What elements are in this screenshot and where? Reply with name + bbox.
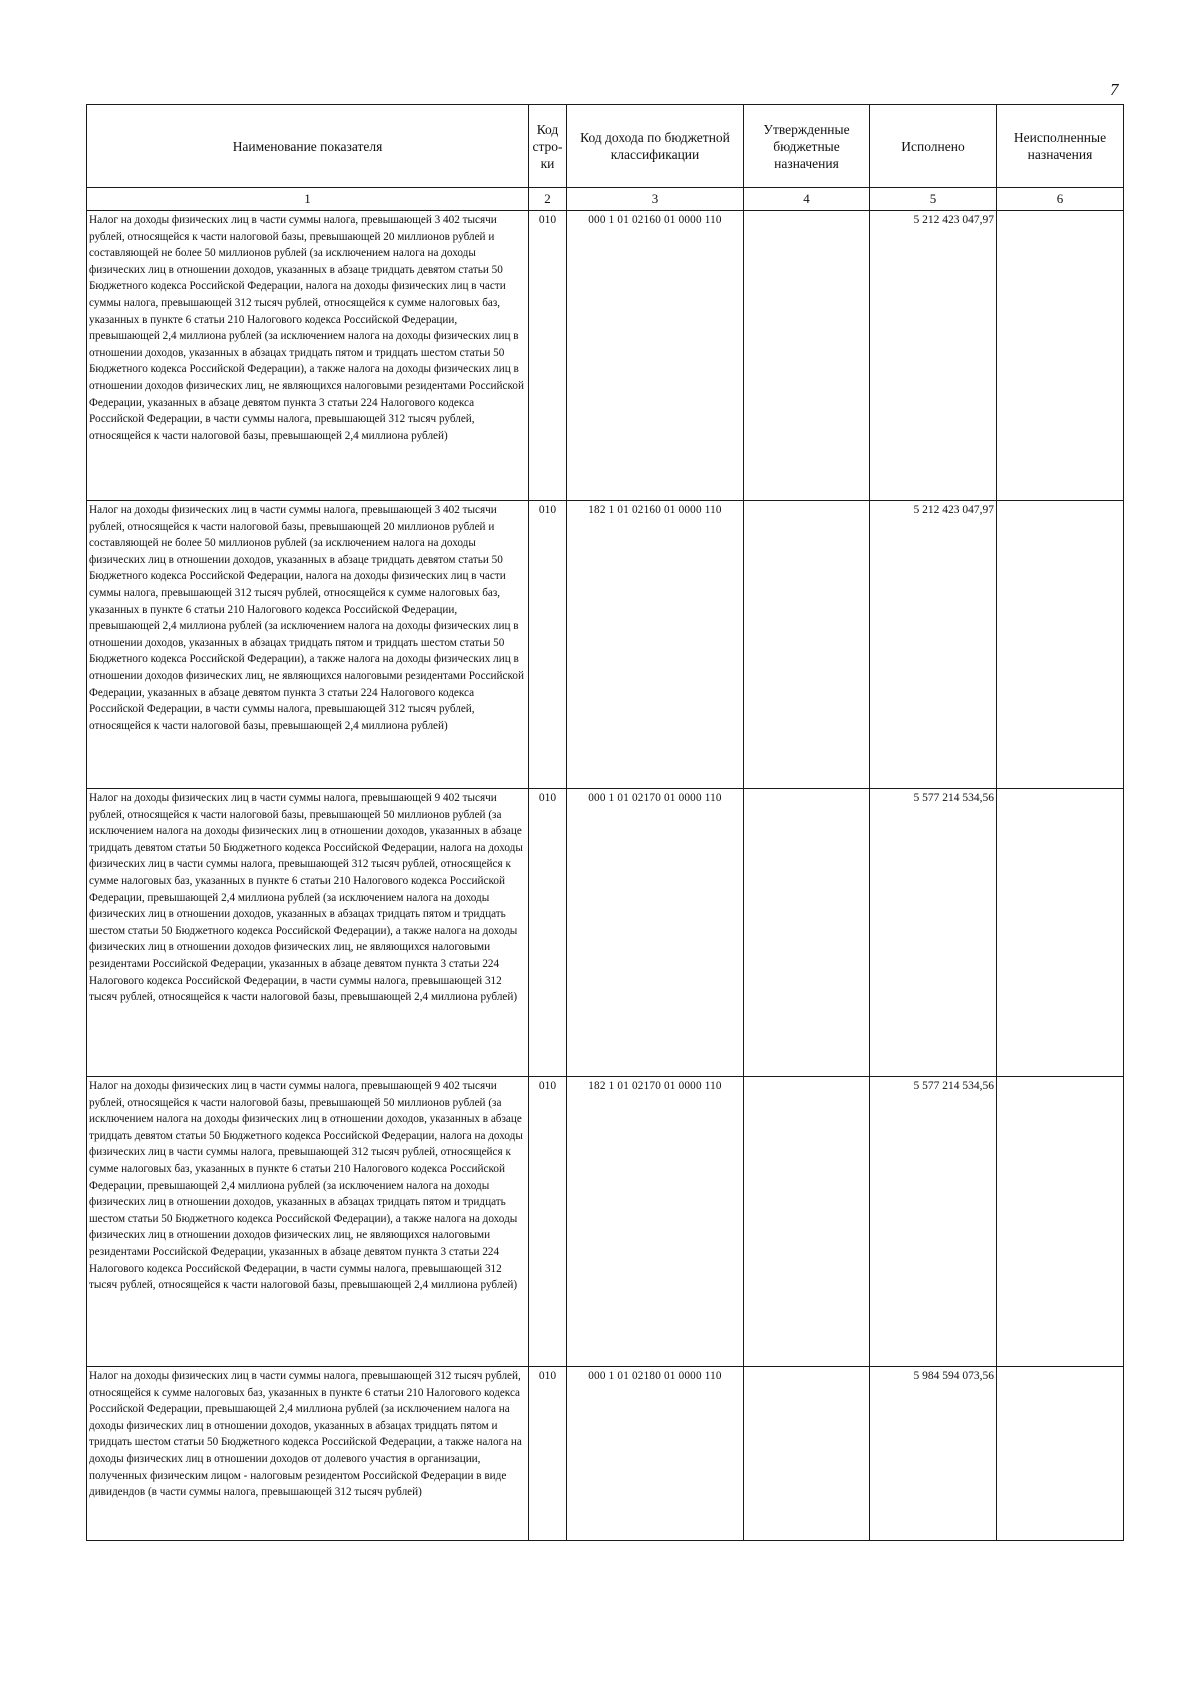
unexecuted-amount bbox=[997, 501, 1124, 789]
page-number: 7 bbox=[1110, 80, 1119, 99]
header-income-code: Код дохода по бюджетной классификации bbox=[567, 105, 744, 188]
column-number: 5 bbox=[870, 188, 997, 211]
header-line-code bbox=[529, 105, 567, 188]
unexecuted-amount bbox=[997, 789, 1124, 1077]
executed-amount: 5 212 423 047,97 bbox=[870, 211, 997, 501]
income-class-code: 000 1 01 02180 01 0000 110 bbox=[567, 1367, 744, 1541]
indicator-name: Налог на доходы физических лиц в части суммы налога, превышающей 312 тысяч рублей, относящейся к сумме налоговых баз, указанных в пункте 6 статьи 210 Налогового кодекса Российской Федерации, превышающей 2,4 миллиона рублей (за исключением налога на доходы физических лиц в отношении доходов, указанных в абзацах тридцать пятом и тридцать шестом статьи 50 Бюджетного кодекса Российской Федерации, а также налога на доходы физических лиц в отношении доходов от долевого участия в организации, полученных физическим лицом - налоговым резидентом Российской Федерации в виде дивидендов (в части суммы налога, превышающей 312 тысяч рублей) bbox=[87, 1367, 529, 1541]
column-number-row bbox=[87, 188, 1124, 211]
line-code: 010 bbox=[529, 1077, 567, 1367]
line-code: 010 bbox=[529, 1367, 567, 1541]
indicator-name: Налог на доходы физических лиц в части суммы налога, превышающей 9 402 тысячи рублей, относящейся к части налоговой базы, превышающей 50 миллионов рублей (за исключением налога на доходы физических лиц в отношении доходов, указанных в абзаце тридцать девятом статьи 50 Бюджетного кодекса Российской Федерации, налога на доходы физических лиц в части суммы налога, превышающей 312 тысяч рублей, относящейся к сумме налоговых баз, указанных в пункте 6 статьи 210 Налогового кодекса Российской Федерации, превышающей 2,4 миллиона рублей (за исключением налога на доходы физических лиц в отношении доходов, указанных в абзацах тридцать пятом и тридцать шестом статьи 50 Бюджетного кодекса Российской Федерации), а также налога на доходы физических лиц в отношении доходов физических лиц, не являющихся налоговыми резидентами Российской Федерации, указанных в абзаце девятом пункта 3 статьи 224 Налогового кодекса Российской Федерации, в части суммы налога, превышающей 312 тысяч рублей, относящейся к части налоговой базы, превышающей 2,4 миллиона рублей) bbox=[87, 1077, 529, 1367]
executed-amount: 5 577 214 534,56 bbox=[870, 789, 997, 1077]
budget-execution-table bbox=[86, 104, 1124, 1541]
column-number: 6 bbox=[997, 188, 1124, 211]
approved-amount bbox=[744, 789, 870, 1077]
approved-amount bbox=[744, 1367, 870, 1541]
column-number: 2 bbox=[529, 188, 567, 211]
income-class-code: 182 1 01 02170 01 0000 110 bbox=[567, 1077, 744, 1367]
header-unexecuted: Неисполненные назначения bbox=[997, 105, 1124, 188]
line-code: 010 bbox=[529, 789, 567, 1077]
line-code: 010 bbox=[529, 501, 567, 789]
table-header-row bbox=[87, 105, 1124, 188]
header-approved: Утвержденные бюджетные назначения bbox=[744, 105, 870, 188]
table-row bbox=[87, 1367, 1124, 1541]
column-number: 3 bbox=[567, 188, 744, 211]
line-code: 010 bbox=[529, 211, 567, 501]
indicator-name: Налог на доходы физических лиц в части суммы налога, превышающей 3 402 тысячи рублей, относящейся к части налоговой базы, превышающей 20 миллионов рублей и составляющей не более 50 миллионов рублей (за исключением налога на доходы физических лиц в отношении доходов, указанных в абзаце тридцать девятом статьи 50 Бюджетного кодекса Российской Федерации, налога на доходы физических лиц в части суммы налога, превышающей 312 тысяч рублей, относящейся к сумме налоговых баз, указанных в пункте 6 статьи 210 Налогового кодекса Российской Федерации, превышающей 2,4 миллиона рублей (за исключением налога на доходы физических лиц в отношении доходов, указанных в абзацах тридцать пятом и тридцать шестом статьи 50 Бюджетного кодекса Российской Федерации), а также налога на доходы физических лиц в отношении доходов физических лиц, не являющихся налоговыми резидентами Российской Федерации, указанных в абзаце девятом пункта 3 статьи 224 Налогового кодекса Российской Федерации, в части суммы налога, превышающей 312 тысяч рублей, относящейся к части налоговой базы, превышающей 2,4 миллиона рублей) bbox=[87, 211, 529, 501]
table-row bbox=[87, 211, 1124, 501]
income-class-code: 182 1 01 02160 01 0000 110 bbox=[567, 501, 744, 789]
approved-amount bbox=[744, 211, 870, 501]
executed-amount: 5 984 594 073,56 bbox=[870, 1367, 997, 1541]
indicator-name: Налог на доходы физических лиц в части суммы налога, превышающей 3 402 тысячи рублей, относящейся к части налоговой базы, превышающей 20 миллионов рублей и составляющей не более 50 миллионов рублей (за исключением налога на доходы физических лиц в отношении доходов, указанных в абзаце тридцать девятом статьи 50 Бюджетного кодекса Российской Федерации, налога на доходы физических лиц в части суммы налога, превышающей 312 тысяч рублей, относящейся к сумме налоговых баз, указанных в пункте 6 статьи 210 Налогового кодекса Российской Федерации, превышающей 2,4 миллиона рублей (за исключением налога на доходы физических лиц в отношении доходов, указанных в абзацах тридцать пятом и тридцать шестом статьи 50 Бюджетного кодекса Российской Федерации), а также налога на доходы физических лиц в отношении доходов физических лиц, не являющихся налоговыми резидентами Российской Федерации, указанных в абзаце девятом пункта 3 статьи 224 Налогового кодекса Российской Федерации, в части суммы налога, превышающей 312 тысяч рублей, относящейся к части налоговой базы, превышающей 2,4 миллиона рублей) bbox=[87, 501, 529, 789]
unexecuted-amount bbox=[997, 1367, 1124, 1541]
table-row bbox=[87, 501, 1124, 789]
income-class-code: 000 1 01 02160 01 0000 110 bbox=[567, 211, 744, 501]
header-line-code-text: Код стро- ки bbox=[532, 121, 563, 171]
table-row bbox=[87, 1077, 1124, 1367]
executed-amount: 5 212 423 047,97 bbox=[870, 501, 997, 789]
indicator-name: Налог на доходы физических лиц в части суммы налога, превышающей 9 402 тысячи рублей, относящейся к части налоговой базы, превышающей 50 миллионов рублей (за исключением налога на доходы физических лиц в отношении доходов, указанных в абзаце тридцать девятом статьи 50 Бюджетного кодекса Российской Федерации, налога на доходы физических лиц в части суммы налога, превышающей 312 тысяч рублей, относящейся к сумме налоговых баз, указанных в пункте 6 статьи 210 Налогового кодекса Российской Федерации, превышающей 2,4 миллиона рублей (за исключением налога на доходы физических лиц в отношении доходов, указанных в абзацах тридцать пятом и тридцать шестом статьи 50 Бюджетного кодекса Российской Федерации), а также налога на доходы физических лиц в отношении доходов физических лиц, не являющихся налоговыми резидентами Российской Федерации, указанных в абзаце девятом пункта 3 статьи 224 Налогового кодекса Российской Федерации, в части суммы налога, превышающей 312 тысяч рублей, относящейся к части налоговой базы, превышающей 2,4 миллиона рублей) bbox=[87, 789, 529, 1077]
column-number: 4 bbox=[744, 188, 870, 211]
header-indicator-name: Наименование показателя bbox=[87, 105, 529, 188]
unexecuted-amount bbox=[997, 211, 1124, 501]
approved-amount bbox=[744, 501, 870, 789]
income-class-code: 000 1 01 02170 01 0000 110 bbox=[567, 789, 744, 1077]
table-row bbox=[87, 789, 1124, 1077]
header-executed: Исполнено bbox=[870, 105, 997, 188]
unexecuted-amount bbox=[997, 1077, 1124, 1367]
column-number: 1 bbox=[87, 188, 529, 211]
approved-amount bbox=[744, 1077, 870, 1367]
executed-amount: 5 577 214 534,56 bbox=[870, 1077, 997, 1367]
